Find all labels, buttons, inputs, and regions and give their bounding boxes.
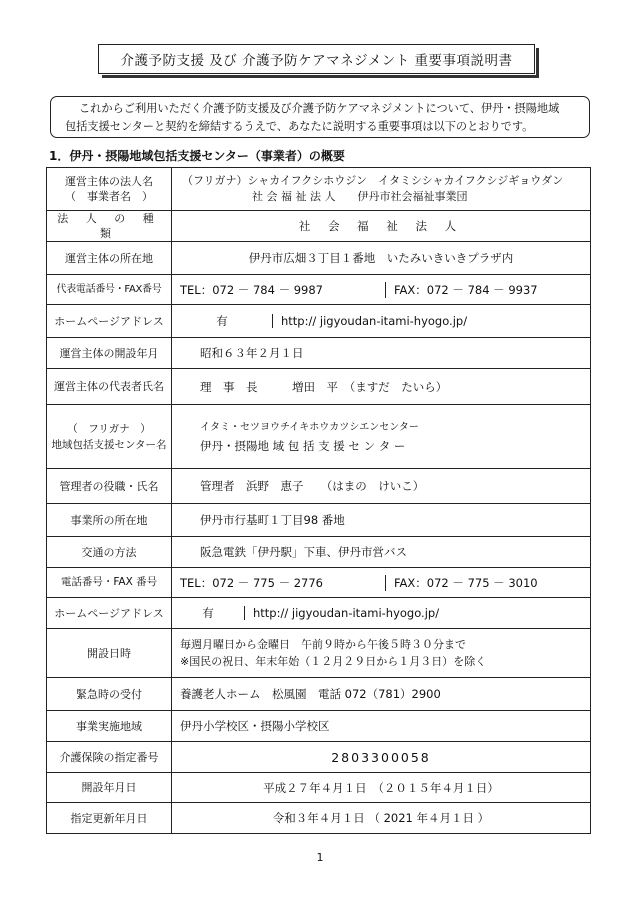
label-cell: 緊急時の受付 [47, 678, 172, 711]
value-cell: 平成２７年４月１日 （２０１５年４月１日） [172, 773, 591, 803]
table-row-office-address [47, 504, 591, 537]
value-cell [172, 168, 591, 211]
intro-box [50, 96, 590, 138]
value-cell [172, 405, 591, 469]
hours-line: ※国民の祝日、年末年始（１２月２９日から１月３日）を除く [180, 655, 487, 668]
section-heading: 1．伊丹・摂陽地域包括支援センター（事業者）の概要 [49, 149, 345, 163]
value-cell: 阪急電鉄「伊丹駅」下車、伊丹市営バス [172, 537, 591, 568]
label-cell: 開設年月日 [47, 773, 172, 803]
table-row-corp-phone [47, 275, 591, 305]
table-row-opened [47, 773, 591, 803]
table-row-emergency [47, 678, 591, 711]
table-row-access [47, 537, 591, 568]
label-cell: 事業所の所在地 [47, 504, 172, 537]
value-cell: 伊丹市広畑３丁目１番地 いたみいきいきプラザ内 [172, 242, 591, 275]
value-text: 社 会 福 祉 法 人 伊丹市社会福祉事業団 [252, 190, 468, 203]
fax-text: FAX：072 － 784 － 9937 [385, 282, 590, 298]
value-cell: 伊丹市行基町１丁目98 番地 [172, 504, 591, 537]
hours-line: 毎週月曜日から金曜日 午前９時から午後５時３０分まで [180, 638, 466, 651]
homepage-availability: 有 [216, 314, 228, 328]
value-text: 伊丹・摂陽地 域 包 括 支 援 セ ン タ ー [200, 438, 406, 453]
value-cell [172, 568, 591, 598]
intro-line-1: これからご利用いただく介護予防支援及び介護予防ケアマネジメントについて、伊丹・摂陽地域 [79, 102, 560, 115]
table-row-insurance-no [47, 742, 591, 773]
label-cell: 指定更新年月日 [47, 803, 172, 834]
value-cell: 社 会 福 祉 法 人 [172, 211, 591, 242]
value-cell: 理 事 長 増田 平 （ますだ たいら） [172, 369, 591, 405]
label-cell: 運営主体の代表者氏名 [47, 369, 172, 405]
homepage-url-link[interactable]: http:// jigyoudan-itami-hyogo.jp/ [272, 314, 590, 328]
label-cell [47, 405, 172, 469]
label-cell: 介護保険の指定番号 [47, 742, 172, 773]
label-cell: 交通の方法 [47, 537, 172, 568]
label-cell: 開設日時 [47, 629, 172, 678]
value-cell [172, 275, 591, 305]
table-row-center-name [47, 405, 591, 469]
intro-line-2: 包括支援センターと契約を締結するうえで、あなたに説明する重要事項は以下のとおりです。 [65, 120, 534, 133]
value-cell: 昭和６３年２月１日 [172, 338, 591, 369]
table-row-renewed [47, 803, 591, 834]
document-title [98, 44, 535, 74]
label-line: （ フリガナ ） [67, 422, 151, 435]
value-cell: 養護老人ホーム 松風園 電話 072（781）2900 [172, 678, 591, 711]
document-title-text: 介護予防支援 及び 介護予防ケアマネジメント 重要事項説明書 [120, 53, 513, 69]
table-row-corp-founded [47, 338, 591, 369]
label-cell: 電話番号・FAX 番号 [47, 568, 172, 598]
label-line: 運営主体の法人名 [65, 175, 153, 188]
label-cell: 管理者の役職・氏名 [47, 469, 172, 504]
homepage-availability: 有 [202, 606, 214, 620]
value-cell: 2803300058 [172, 742, 591, 773]
page-number: 1 [316, 851, 324, 864]
table-row-hours [47, 629, 591, 678]
label-cell: 法 人 の 種 類 [47, 211, 172, 242]
fax-text: FAX：072 － 775 － 3010 [385, 575, 590, 591]
kana-text: （フリガナ）シャカイフクシホウジン イタミシシャカイフクシジギョウダン [182, 174, 564, 187]
label-line: 地域包括支援センター名 [51, 438, 167, 451]
table-row-corp-address [47, 242, 591, 275]
label-cell: 代表電話番号・FAX番号 [47, 275, 172, 305]
value-cell: 伊丹小学校区・摂陽小学校区 [172, 711, 591, 742]
value-cell [172, 598, 591, 629]
overview-table [46, 167, 591, 834]
label-cell: 運営主体の開設年月 [47, 338, 172, 369]
table-row-office-phone [47, 568, 591, 598]
label-cell: ホームページアドレス [47, 598, 172, 629]
label-line: （ 事業者名 ） [65, 190, 153, 203]
table-row-manager [47, 469, 591, 504]
label-cell: ホームページアドレス [47, 305, 172, 338]
label-cell: 運営主体の所在地 [47, 242, 172, 275]
value-cell [172, 305, 591, 338]
table-row-service-area [47, 711, 591, 742]
table-row-corp-homepage [47, 305, 591, 338]
table-row-office-homepage [47, 598, 591, 629]
label-cell: 事業実施地域 [47, 711, 172, 742]
table-row-corp-rep [47, 369, 591, 405]
value-cell [172, 629, 591, 678]
table-row-corp-name [47, 168, 591, 211]
tel-text: TEL：072 － 775 － 2776 [180, 575, 323, 590]
label-cell [47, 168, 172, 211]
homepage-url-link[interactable]: http:// jigyoudan-itami-hyogo.jp/ [244, 606, 590, 620]
tel-text: TEL：072 － 784 － 9987 [180, 282, 323, 297]
value-cell: 管理者 浜野 恵子 （はまの けいこ） [172, 469, 591, 504]
kana-text: イタミ・セツヨウチイキホウカツシエンセンター [200, 421, 419, 433]
table-row-corp-type [47, 211, 591, 242]
value-cell: 令和３年４月１日 （ 2021 年４月１日 ） [172, 803, 591, 834]
